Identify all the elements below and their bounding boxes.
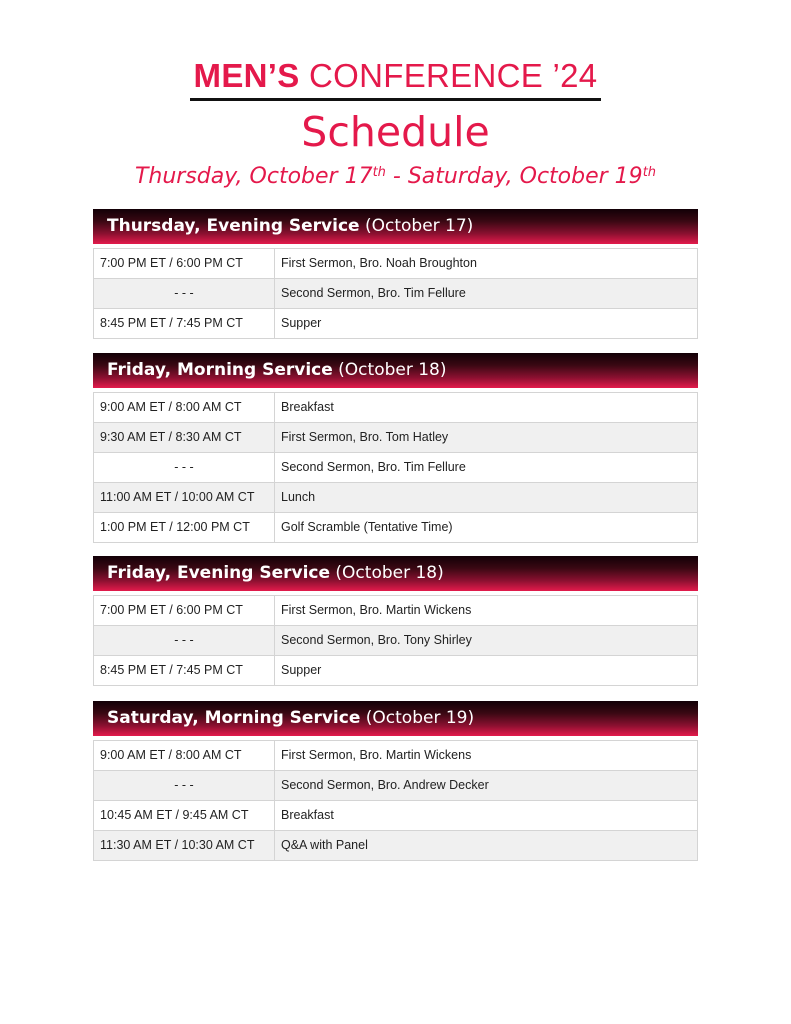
table-row (94, 596, 697, 626)
table-row (94, 801, 697, 831)
table-row (94, 249, 697, 279)
event-cell: Supper (281, 663, 322, 677)
section-title: Friday, Morning Service (107, 360, 333, 380)
schedule-table (93, 740, 698, 861)
table-row (94, 831, 697, 861)
conference-title (0, 57, 791, 95)
section-header (93, 556, 698, 591)
event-cell: Second Sermon, Bro. Tony Shirley (281, 633, 472, 647)
title-underline (190, 98, 601, 101)
schedule-table (93, 392, 698, 543)
time-cell: - - - (94, 771, 275, 800)
section-thursday-evening (93, 209, 698, 339)
table-row (94, 771, 697, 801)
event-cell: Breakfast (281, 808, 334, 822)
date-end: Saturday, October 19 (407, 164, 643, 189)
table-row (94, 741, 697, 771)
table-row (94, 393, 697, 423)
section-date: (October 17) (359, 216, 474, 236)
event-cell: Lunch (281, 490, 316, 504)
time-cell: 1:00 PM ET / 12:00 PM CT (94, 513, 275, 542)
section-saturday-morning (93, 701, 698, 861)
table-row (94, 483, 697, 513)
time-cell: 10:45 AM ET / 9:45 AM CT (94, 801, 275, 830)
table-row (94, 513, 697, 543)
event-cell: Second Sermon, Bro. Andrew Decker (281, 778, 489, 792)
event-cell: First Sermon, Bro. Noah Broughton (281, 256, 477, 270)
time-cell: 9:30 AM ET / 8:30 AM CT (94, 423, 275, 452)
section-friday-evening (93, 556, 698, 686)
event-cell: Second Sermon, Bro. Tim Fellure (281, 286, 466, 300)
time-cell: 8:45 PM ET / 7:45 PM CT (94, 309, 275, 338)
time-cell: 9:00 AM ET / 8:00 AM CT (94, 741, 275, 770)
title-bold: MEN’S (193, 57, 300, 94)
section-date: (October 18) (332, 360, 447, 380)
schedule-table (93, 595, 698, 686)
event-cell: Breakfast (281, 400, 334, 414)
event-cell: Second Sermon, Bro. Tim Fellure (281, 460, 466, 474)
page-title: Schedule (301, 108, 490, 156)
event-cell: First Sermon, Bro. Martin Wickens (281, 748, 472, 762)
time-cell: 9:00 AM ET / 8:00 AM CT (94, 393, 275, 422)
time-cell: 7:00 PM ET / 6:00 PM CT (94, 249, 275, 278)
section-header (93, 701, 698, 736)
table-row (94, 423, 697, 453)
table-row (94, 626, 697, 656)
time-cell: - - - (94, 453, 275, 482)
section-header (93, 353, 698, 388)
time-cell: 8:45 PM ET / 7:45 PM CT (94, 656, 275, 685)
schedule-table (93, 248, 698, 339)
section-date: (October 18) (330, 563, 444, 583)
event-cell: Q&A with Panel (281, 838, 368, 852)
time-cell: - - - (94, 626, 275, 655)
date-start: Thursday, October 17 (134, 164, 373, 189)
event-cell: First Sermon, Bro. Tom Hatley (281, 430, 449, 444)
date-range (0, 164, 791, 189)
date-start-suffix: th (372, 165, 386, 180)
table-row (94, 656, 697, 686)
section-title: Friday, Evening Service (107, 563, 331, 583)
event-cell: First Sermon, Bro. Martin Wickens (281, 603, 472, 617)
time-cell: 11:30 AM ET / 10:30 AM CT (94, 831, 275, 860)
time-cell: - - - (94, 279, 275, 308)
time-cell: 11:00 AM ET / 10:00 AM CT (94, 483, 275, 512)
event-cell: Supper (281, 316, 322, 330)
date-end-suffix: th (642, 165, 657, 180)
section-header (93, 209, 698, 244)
section-title: Thursday, Evening Service (107, 216, 360, 236)
table-row (94, 309, 697, 339)
section-date: (October 19) (360, 708, 475, 728)
table-row (94, 279, 697, 309)
date-separator: - (385, 164, 408, 189)
table-row (94, 453, 697, 483)
event-cell: Golf Scramble (Tentative Time) (281, 520, 453, 534)
time-cell: 7:00 PM ET / 6:00 PM CT (94, 596, 275, 625)
section-friday-morning (93, 353, 698, 543)
section-title: Saturday, Morning Service (107, 708, 361, 728)
title-rest: CONFERENCE ’24 (299, 57, 598, 94)
